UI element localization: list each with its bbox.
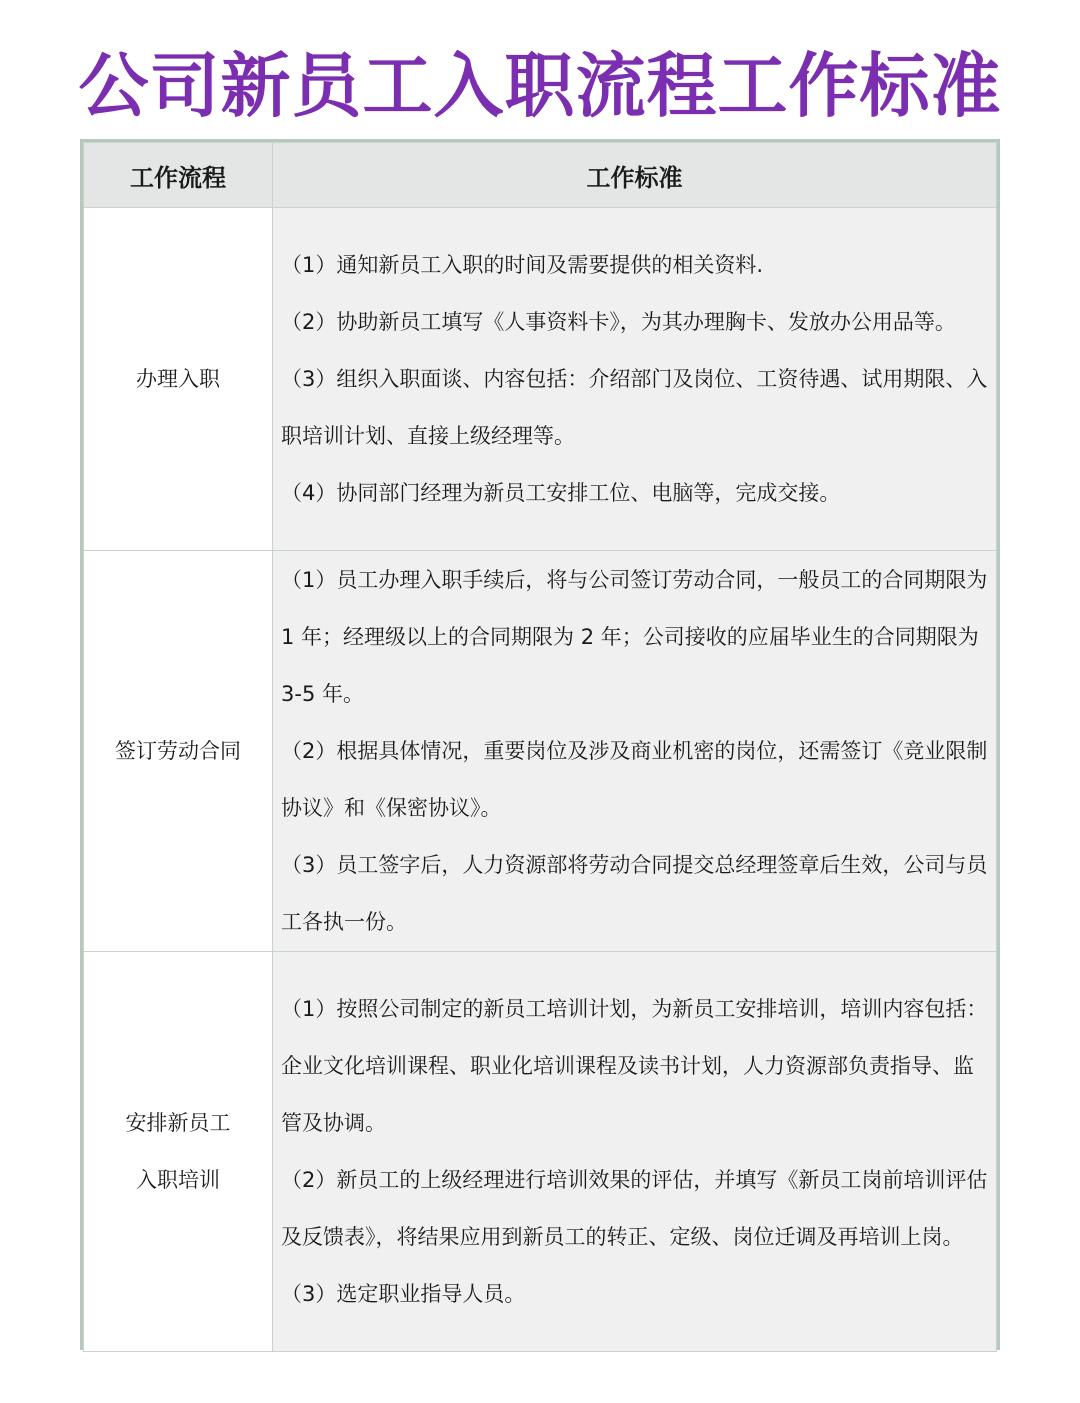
process-label: 办理入职 bbox=[136, 366, 220, 391]
standard-item: （2）协助新员工填写《人事资料卡》，为其办理胸卡、发放办公用品等。 bbox=[281, 309, 956, 334]
process-cell bbox=[84, 551, 273, 952]
standard-item: （3）选定职业指导人员。 bbox=[281, 1281, 526, 1306]
process-label: 入职培训 bbox=[136, 1167, 220, 1192]
header-standard: 工作标准 bbox=[273, 143, 997, 208]
table-header-row bbox=[84, 143, 997, 208]
standard-item: （1）按照公司制定的新员工培训计划，为新员工安排培训，培训内容包括：企业文化培训课程、职业化培训课程及读书计划，人力资源部负责指导、监管及协调。 bbox=[281, 996, 988, 1135]
standards-table bbox=[83, 142, 997, 1352]
table-row bbox=[84, 952, 997, 1352]
header-process: 工作流程 bbox=[84, 143, 273, 208]
standard-item: （1）员工办理入职手续后，将与公司签订劳动合同，一般员工的合同期限为 1 年；经理级以上的合同期限为 2 年；公司接收的应届毕业生的合同期限为 3-5 年。 bbox=[281, 567, 988, 706]
standard-cell bbox=[273, 952, 997, 1352]
process-cell bbox=[84, 952, 273, 1352]
standard-cell bbox=[273, 551, 997, 952]
standard-item: （1）通知新员工入职的时间及需要提供的相关资料. bbox=[281, 252, 764, 277]
standard-item: （3）员工签字后，人力资源部将劳动合同提交总经理签章后生效，公司与员工各执一份。 bbox=[281, 852, 988, 934]
table-row bbox=[84, 208, 997, 551]
standard-item: （4）协同部门经理为新员工安排工位、电脑等，完成交接。 bbox=[281, 480, 841, 505]
process-label: 安排新员工 bbox=[125, 1110, 231, 1135]
standard-cell bbox=[273, 208, 997, 551]
page-title: 公司新员工入职流程工作标准 bbox=[78, 45, 1002, 127]
standard-item: （2）根据具体情况，重要岗位及涉及商业机密的岗位，还需签订《竞业限制协议》和《保密协议》。 bbox=[281, 738, 988, 820]
process-label: 签订劳动合同 bbox=[115, 738, 241, 763]
standard-item: （2）新员工的上级经理进行培训效果的评估，并填写《新员工岗前培训评估及反馈表》，将结果应用到新员工的转正、定级、岗位迁调及再培训上岗。 bbox=[281, 1167, 988, 1249]
process-cell bbox=[84, 208, 273, 551]
standard-item: （3）组织入职面谈、内容包括：介绍部门及岗位、工资待遇、试用期限、入职培训计划、直接上级经理等。 bbox=[281, 366, 988, 448]
table-row bbox=[84, 551, 997, 952]
onboarding-standards-table bbox=[80, 139, 1000, 1350]
